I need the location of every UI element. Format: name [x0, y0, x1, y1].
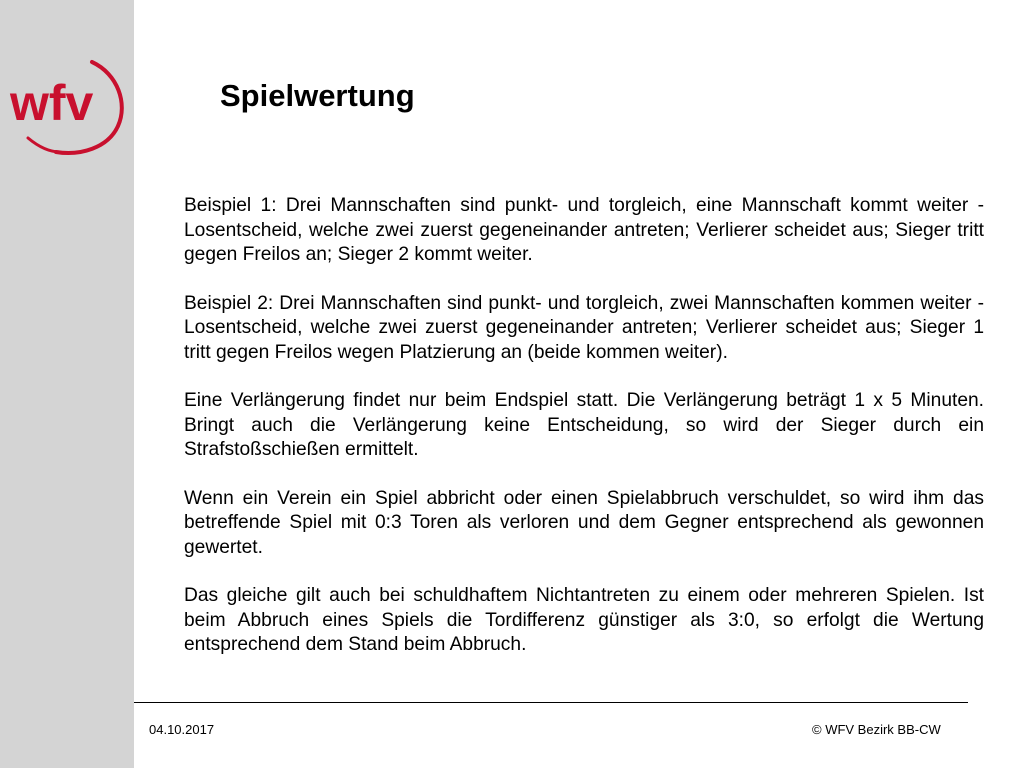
- paragraph-beispiel-1: Beispiel 1: Drei Mannschaften sind punkt- und torgleich, eine Mannschaft kommt weiter - Losentscheid, welche zwei zuerst gegeneinander antreten; Verlierer scheidet aus; Sieger tritt gegen Freilos an; Sieger 2 kommt weiter.: [184, 195, 984, 265]
- footer-copyright: © WFV Bezirk BB-CW: [812, 722, 941, 737]
- footer-date: 04.10.2017: [149, 722, 215, 737]
- paragraph-beispiel-2: Beispiel 2: Drei Mannschaften sind punkt- und torgleich, zwei Mannschaften kommen weiter - Losentscheid, welche zwei zuerst gegeneinander antreten; Verlierer scheidet aus; Sieger 1 tritt gegen Freilos wegen Platzierung an (beide kommen weiter).: [184, 292, 984, 363]
- footer-divider: [134, 702, 968, 703]
- wfv-logo: [6, 52, 130, 156]
- logo-wordmark: wfv: [10, 75, 94, 131]
- body-text: [184, 194, 984, 682]
- paragraph-nichtantreten: Das gleiche gilt auch bei schuldhaftem Nichtantreten zu einem oder mehreren Spielen. Ist beim Abbruch eines Spiels die Tordifferenz günstiger als 3:0, so erfolgt die Wertung entsprechend dem Stand beim Abbruch.: [184, 585, 984, 655]
- paragraph-verlaengerung: Eine Verlängerung findet nur beim Endspiel statt. Die Verlängerung beträgt 1 x 5 Minuten. Bringt auch die Verlängerung keine Entscheidung, so wird der Sieger durch ein Strafstoßschießen ermittelt.: [184, 390, 984, 460]
- page-title: Spielwertung: [220, 78, 415, 113]
- paragraph-spielabbruch: Wenn ein Verein ein Spiel abbricht oder einen Spielabbruch verschuldet, so wird ihm das betreffende Spiel mit 0:3 Toren als verloren und dem Gegner entsprechend als gewonnen gewertet.: [184, 487, 984, 558]
- sidebar: [0, 0, 134, 768]
